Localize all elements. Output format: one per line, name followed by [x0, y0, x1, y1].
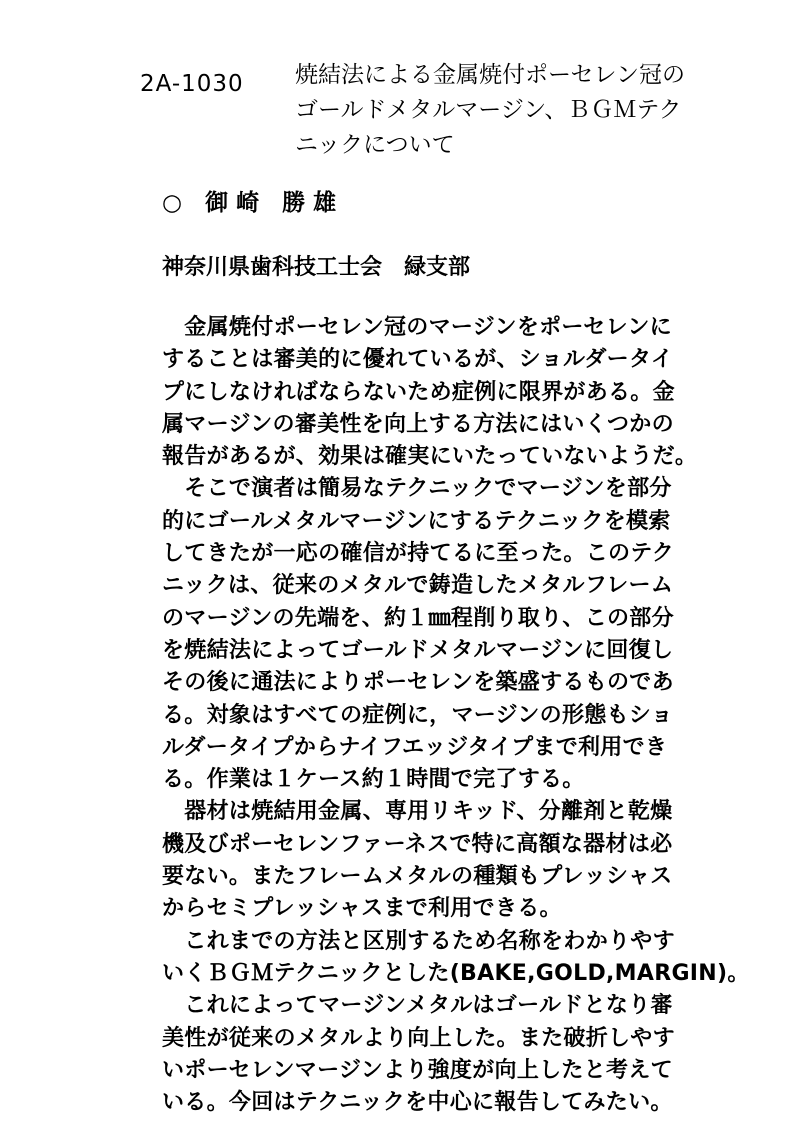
body-line: る。対象はすべての症例に，マージンの形態もショ: [162, 702, 674, 728]
body-line: からセミプレッシャスまで利用できる。: [162, 896, 562, 922]
body-line: することは審美的に優れているが、ショルダータイ: [162, 347, 674, 373]
affiliation: 神奈川県歯科技工士会 緑支部: [162, 255, 471, 280]
body-line: 属マージンの審美性を向上する方法にはいくつかの: [162, 411, 674, 437]
body-line: 的にゴールメタルマージンにするテクニックを模索: [162, 508, 671, 534]
abstract-body: [162, 312, 762, 1119]
body-line: プにしなければならないため症例に限界がある。金: [162, 379, 675, 405]
body-line: これまでの方法と区別するため名称をわかりやす: [162, 928, 675, 954]
body-line: る。作業は１ケース約１時間で完了する。: [162, 767, 585, 793]
body-line: いる。今回はテクニックを中心に報告してみたい。: [162, 1090, 673, 1116]
title-line: 焼結法による金属焼付ポーセレン冠の: [295, 62, 685, 88]
body-line: そこで演者は簡易なテクニックでマージンを部分: [162, 476, 672, 502]
body-line: ニックは、従来のメタルで鋳造したメタルフレーム: [162, 573, 674, 599]
body-line: いくＢＧＭテクニックとした(BAKE,GOLD,MARGIN)。: [162, 960, 750, 986]
body-line: のマージンの先端を、約１㎜程削り取り、この部分: [162, 605, 674, 631]
body-line: を焼結法によってゴールドメタルマージンに回復し: [162, 637, 674, 663]
abstract-id: 2A-1030: [140, 71, 244, 97]
body-line: その後に通法によりポーセレンを築盛するものであ: [162, 670, 674, 696]
body-line: してきたが一応の確信が持てるに至った。このテク: [162, 541, 675, 567]
author-name: ○ 御 崎 勝 雄: [162, 190, 337, 216]
body-line: 金属焼付ポーセレン冠のマージンをポーセレンに: [162, 315, 672, 340]
title-line: ゴールドメタルマージン、ＢＧＭテク: [295, 97, 682, 123]
body-line: 要ない。またフレームメタルの種類もプレッシャス: [162, 864, 673, 890]
body-line: 機及びポーセレンファーネスで特に高額な器材は必: [162, 831, 673, 857]
title-line: ニックについて: [295, 132, 455, 158]
body-line: これによってマージンメタルはゴールドとなり審: [162, 993, 673, 1019]
body-line: いポーセレンマージンより強度が向上したと考えて: [162, 1057, 673, 1083]
body-line: 報告があるが、効果は確実にいたっていないようだ。: [162, 444, 698, 470]
body-line: 器材は焼結用金属、専用リキッド、分離剤と乾燥: [162, 799, 673, 825]
body-line: ルダータイプからナイフエッジタイプまで利用でき: [162, 734, 668, 760]
body-line: 美性が従来のメタルより向上した。また破折しやす: [162, 1025, 675, 1051]
title: [295, 58, 735, 163]
